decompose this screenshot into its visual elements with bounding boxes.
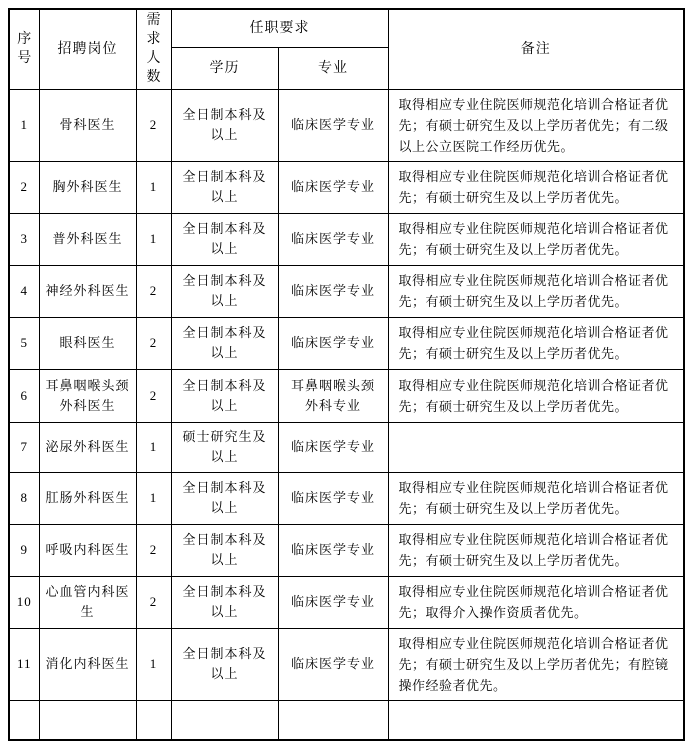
cell-education: 全日制本科及以上 xyxy=(171,472,278,524)
cell-remark: 取得相应专业住院医师规范化培训合格证者优先；有硕士研究生及以上学历者优先。 xyxy=(388,369,684,422)
cell-remark: 取得相应专业住院医师规范化培训合格证者优先；有硕士研究生及以上学历者优先。 xyxy=(388,265,684,317)
table-row xyxy=(9,628,684,700)
cell-education: 硕士研究生及以上 xyxy=(171,422,278,472)
cell-no: 7 xyxy=(9,422,39,472)
cell-education: 全日制本科及以上 xyxy=(171,317,278,369)
cell-education: 全日制本科及以上 xyxy=(171,89,278,161)
cell-education: 全日制本科及以上 xyxy=(171,161,278,213)
cell-count xyxy=(136,700,171,740)
header-col-no xyxy=(9,9,39,89)
cell-remark: 取得相应专业住院医师规范化培训合格证者优先；有硕士研究生及以上学历者优先；有二级以上公立医院工作经历优先。 xyxy=(388,89,684,161)
cell-count: 2 xyxy=(136,576,171,628)
table-row xyxy=(9,524,684,576)
cell-count: 2 xyxy=(136,265,171,317)
cell-position: 骨科医生 xyxy=(39,89,136,161)
cell-no: 3 xyxy=(9,213,39,265)
table-footer xyxy=(9,700,684,740)
cell-major xyxy=(278,700,388,740)
cell-remark: 取得相应专业住院医师规范化培训合格证者优先；有硕士研究生及以上学历者优先。 xyxy=(388,472,684,524)
table-body xyxy=(9,89,684,700)
cell-major: 耳鼻咽喉头颈外科专业 xyxy=(278,369,388,422)
cell-remark xyxy=(388,700,684,740)
cell-major: 临床医学专业 xyxy=(278,576,388,628)
cell-no: 9 xyxy=(9,524,39,576)
cell-remark xyxy=(388,422,684,472)
cell-education: 全日制本科及以上 xyxy=(171,628,278,700)
cell-education: 全日制本科及以上 xyxy=(171,524,278,576)
cell-education: 全日制本科及以上 xyxy=(171,576,278,628)
table-row xyxy=(9,472,684,524)
table-row xyxy=(9,317,684,369)
table-row xyxy=(9,422,684,472)
cell-remark: 取得相应专业住院医师规范化培训合格证者优先；有硕士研究生及以上学历者优先。 xyxy=(388,524,684,576)
cell-remark: 取得相应专业住院医师规范化培训合格证者优先；有硕士研究生及以上学历者优先。 xyxy=(388,213,684,265)
cell-position: 心血管内科医生 xyxy=(39,576,136,628)
cell-education: 全日制本科及以上 xyxy=(171,369,278,422)
header-col-major: 专业 xyxy=(278,47,388,89)
cell-education xyxy=(171,700,278,740)
cell-no: 10 xyxy=(9,576,39,628)
cell-position: 神经外科医生 xyxy=(39,265,136,317)
table-row xyxy=(9,265,684,317)
recruitment-table xyxy=(8,8,685,741)
cell-no: 8 xyxy=(9,472,39,524)
cell-remark: 取得相应专业住院医师规范化培训合格证者优先；有硕士研究生及以上学历者优先。 xyxy=(388,161,684,213)
cell-count: 2 xyxy=(136,89,171,161)
table-row xyxy=(9,161,684,213)
cell-position: 眼科医生 xyxy=(39,317,136,369)
header-row-1 xyxy=(9,9,684,47)
table-row xyxy=(9,369,684,422)
header-col-requirements: 任职要求 xyxy=(171,9,388,47)
header-col-count-label: 需求人数 xyxy=(146,13,162,86)
cell-count: 1 xyxy=(136,472,171,524)
cell-major: 临床医学专业 xyxy=(278,161,388,213)
cell-no: 5 xyxy=(9,317,39,369)
header-col-position: 招聘岗位 xyxy=(39,9,136,89)
cell-remark: 取得相应专业住院医师规范化培训合格证者优先；有硕士研究生及以上学历者优先。 xyxy=(388,317,684,369)
cell-major: 临床医学专业 xyxy=(278,89,388,161)
table-row xyxy=(9,213,684,265)
cell-position: 泌尿外科医生 xyxy=(39,422,136,472)
cell-no: 4 xyxy=(9,265,39,317)
cell-count: 2 xyxy=(136,317,171,369)
cell-education: 全日制本科及以上 xyxy=(171,213,278,265)
cell-position: 胸外科医生 xyxy=(39,161,136,213)
cell-major: 临床医学专业 xyxy=(278,628,388,700)
table-header xyxy=(9,9,684,89)
cell-remark: 取得相应专业住院医师规范化培训合格证者优先；有硕士研究生及以上学历者优先；有腔镜操作经验者优先。 xyxy=(388,628,684,700)
cell-count: 1 xyxy=(136,161,171,213)
cell-count: 2 xyxy=(136,369,171,422)
table-row-partial xyxy=(9,700,684,740)
cell-major: 临床医学专业 xyxy=(278,265,388,317)
header-col-no-label: 序号 xyxy=(17,32,33,67)
cell-major: 临床医学专业 xyxy=(278,422,388,472)
cell-remark: 取得相应专业住院医师规范化培训合格证者优先；取得介入操作资质者优先。 xyxy=(388,576,684,628)
cell-position: 普外科医生 xyxy=(39,213,136,265)
cell-position: 耳鼻咽喉头颈外科医生 xyxy=(39,369,136,422)
cell-count: 1 xyxy=(136,422,171,472)
table-row xyxy=(9,576,684,628)
cell-no: 1 xyxy=(9,89,39,161)
header-col-remark: 备注 xyxy=(388,9,684,89)
cell-position: 呼吸内科医生 xyxy=(39,524,136,576)
cell-no: 6 xyxy=(9,369,39,422)
cell-major: 临床医学专业 xyxy=(278,524,388,576)
cell-no xyxy=(9,700,39,740)
cell-count: 1 xyxy=(136,213,171,265)
cell-major: 临床医学专业 xyxy=(278,472,388,524)
cell-major: 临床医学专业 xyxy=(278,317,388,369)
cell-major: 临床医学专业 xyxy=(278,213,388,265)
cell-position: 肛肠外科医生 xyxy=(39,472,136,524)
cell-no: 2 xyxy=(9,161,39,213)
cell-count: 1 xyxy=(136,628,171,700)
cell-position: 消化内科医生 xyxy=(39,628,136,700)
cell-count: 2 xyxy=(136,524,171,576)
header-col-count xyxy=(136,9,171,89)
table-row xyxy=(9,89,684,161)
cell-education: 全日制本科及以上 xyxy=(171,265,278,317)
cell-position xyxy=(39,700,136,740)
header-col-education: 学历 xyxy=(171,47,278,89)
cell-no: 11 xyxy=(9,628,39,700)
